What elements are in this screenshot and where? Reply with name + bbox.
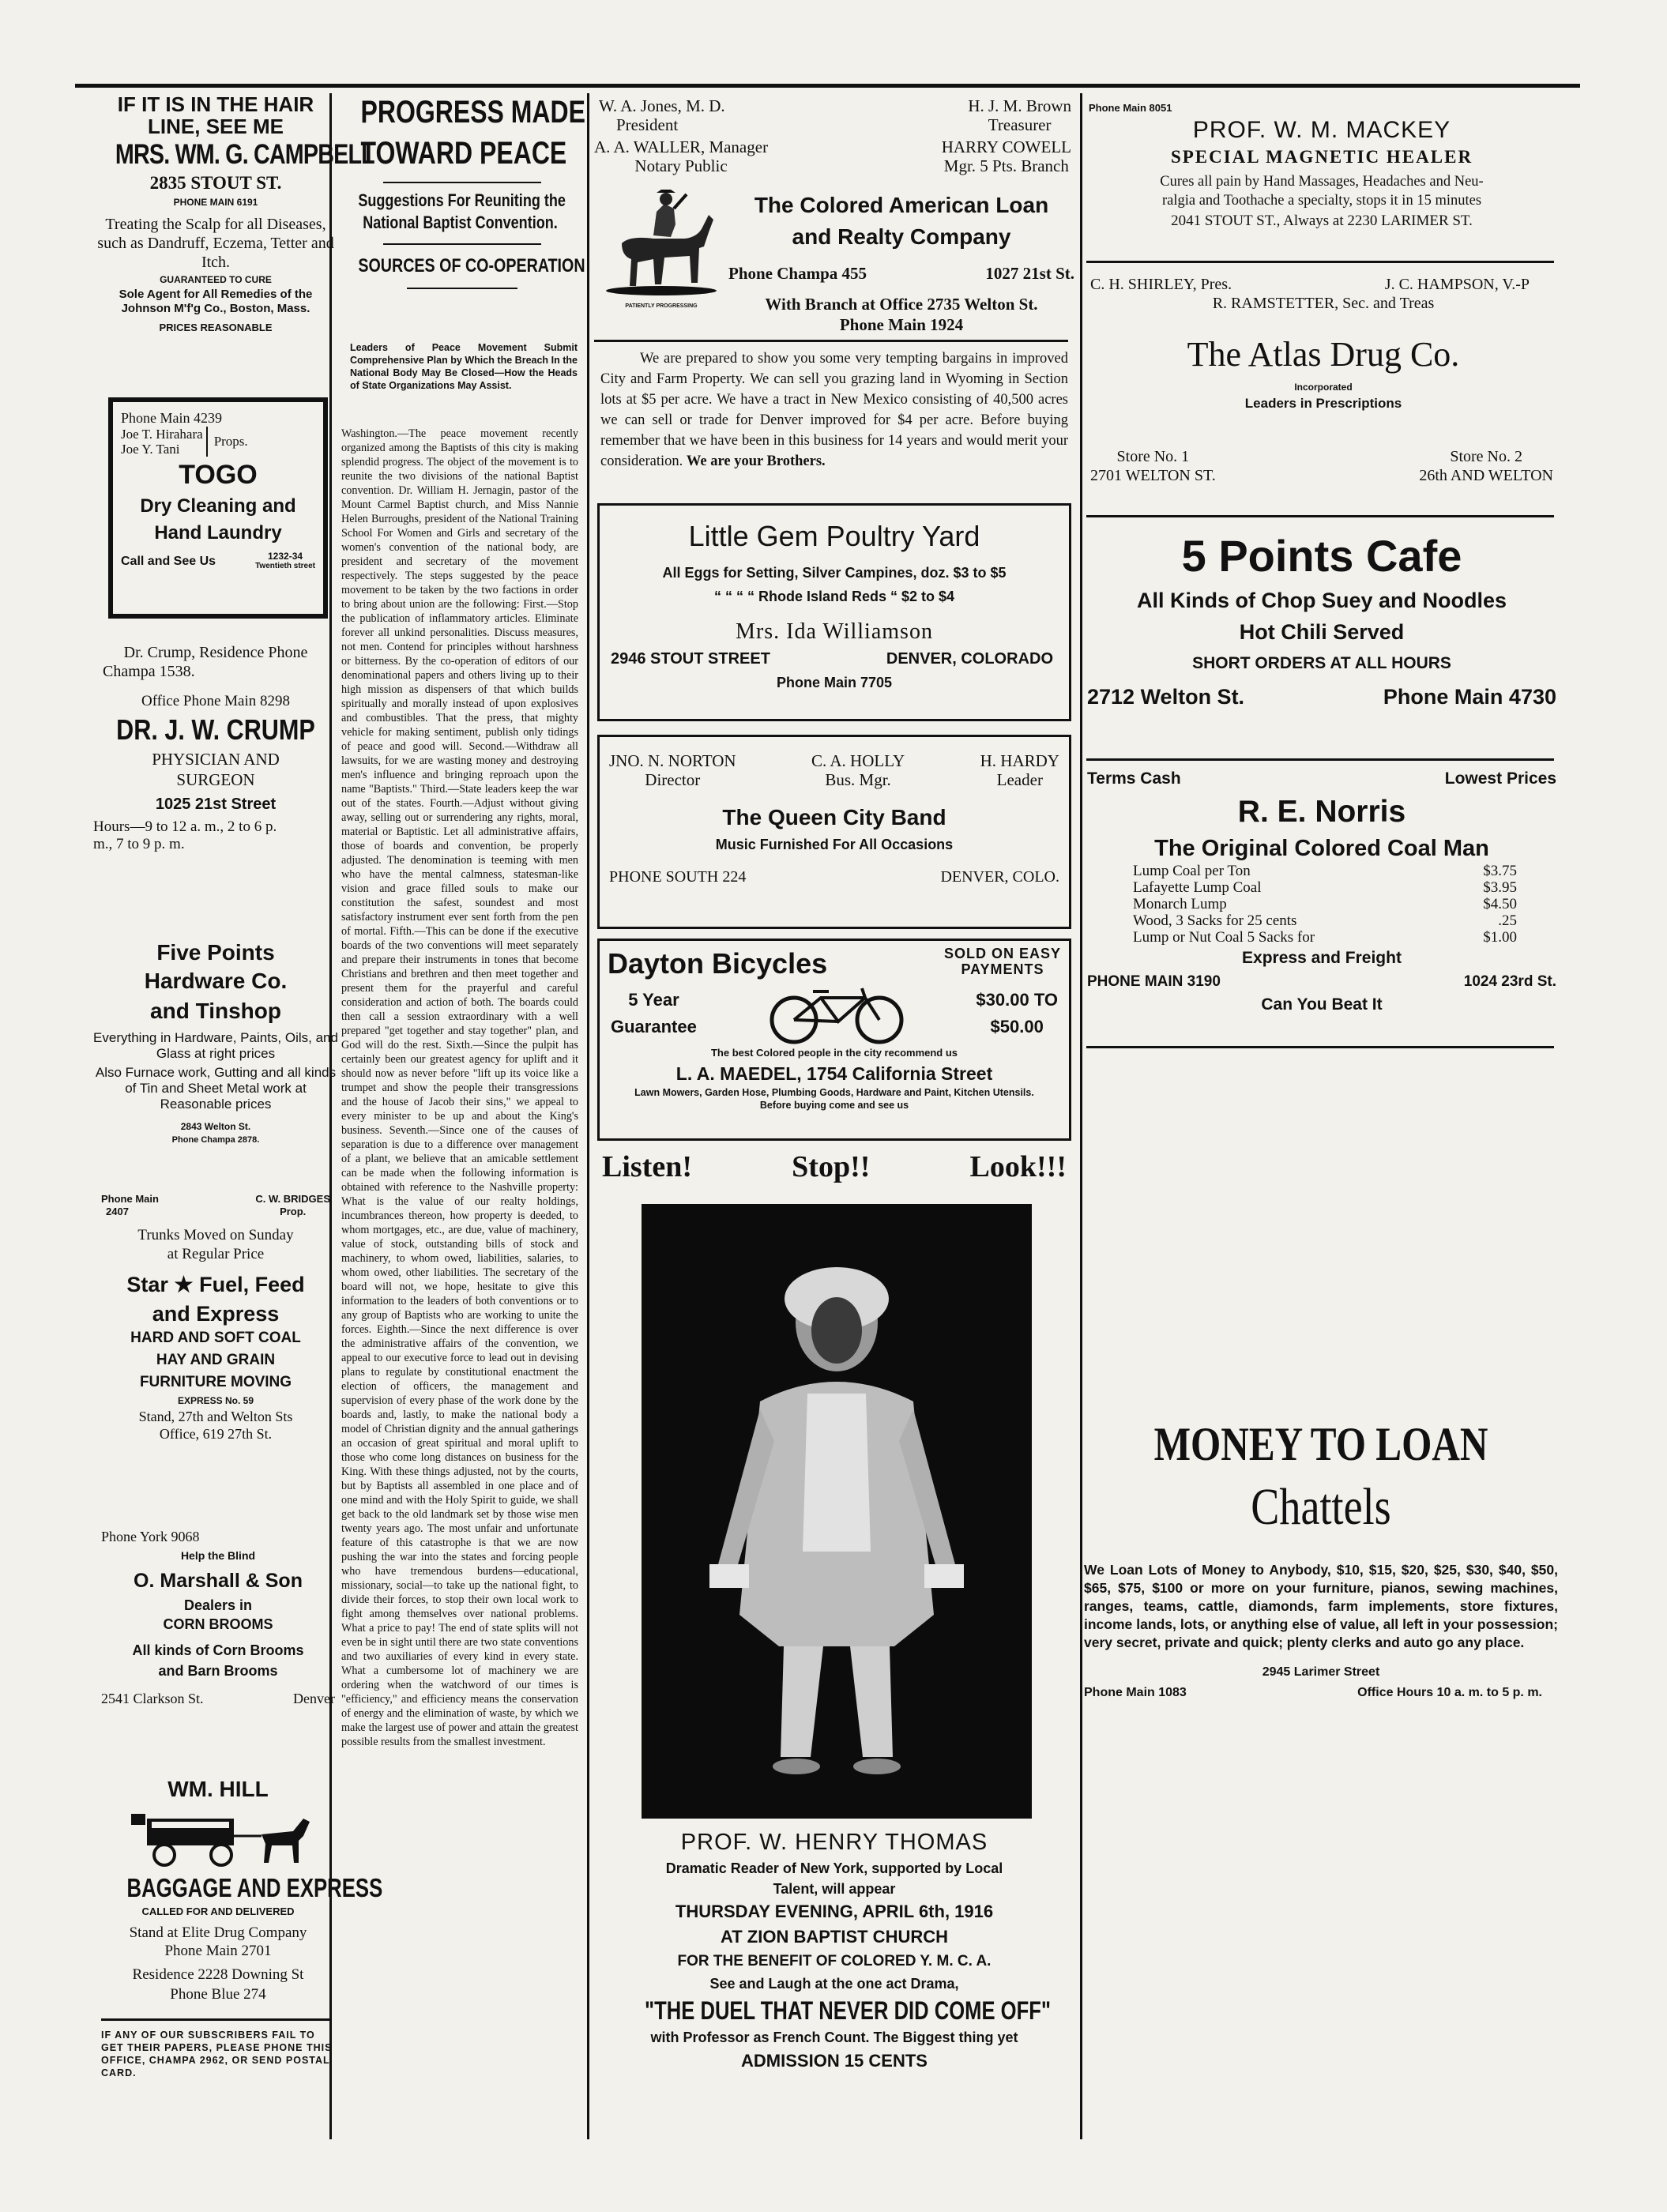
poultry-ad: [597, 503, 1071, 721]
norris-price-row: [1133, 863, 1517, 879]
dayton-name: Dayton Bicycles: [608, 947, 828, 980]
norris-lowest: Lowest Prices: [1444, 769, 1556, 788]
express-heading: and Express: [152, 1302, 280, 1326]
band-holly: C. A. HOLLY: [811, 751, 905, 770]
bridges-coal: HARD AND SOFT COAL: [130, 1330, 301, 1346]
atlas-store1-addr: 2701 WELTON ST.: [1090, 467, 1216, 484]
norris-item-price: $3.95: [1483, 879, 1517, 896]
loan-cowell: HARRY COWELL: [941, 137, 1071, 156]
thomas-look: Look!!!: [969, 1150, 1067, 1183]
norris-address: 1024 23rd St.: [1463, 973, 1556, 990]
loan-cowell-title: Mgr. 5 Pts. Branch: [943, 156, 1069, 175]
loan-company-ad: [594, 96, 1074, 472]
loan-phone: Phone Champa 455: [728, 264, 867, 283]
togo-phone: Phone Main 4239: [121, 410, 222, 426]
campbell-line1: IF IT IS IN THE HAIR: [117, 92, 314, 116]
poultry-address: 2946 STOUT STREET: [611, 650, 770, 668]
togo-call: Call and See Us: [121, 554, 216, 568]
money-ad: [1084, 1414, 1558, 1704]
bridges-name: C. W. BRIDGES: [255, 1193, 330, 1205]
crump-office: Office Phone Main 8298: [141, 693, 291, 709]
poultry-phone: Phone Main 7705: [776, 675, 893, 690]
togo-prop1: Joe T. Hirahara: [121, 427, 203, 442]
marshall-phone: Phone York 9068: [101, 1529, 200, 1544]
thomas-benefit: FOR THE BENEFIT OF COLORED Y. M. C. A.: [677, 1953, 992, 1969]
loan-address: 1027 21st St.: [985, 264, 1074, 283]
bridges-office: Office, 619 27th St.: [159, 1426, 273, 1442]
money-phone: Phone Main 1083: [1084, 1686, 1187, 1699]
column-rule-2: [587, 93, 589, 2139]
article-subhead3: SOURCES OF CO-OPERATION: [358, 255, 585, 276]
bridges-hay: HAY AND GRAIN: [156, 1352, 276, 1368]
campbell-name: MRS. WM. G. CAMPBELL: [115, 139, 374, 170]
marshall-address: 2541 Clarkson St.: [101, 1691, 204, 1706]
band-ad: [597, 735, 1071, 929]
norris-express: Express and Freight: [1242, 949, 1402, 967]
article-header: [336, 93, 585, 299]
poultry-line1: All Eggs for Setting, Silver Campines, doz. $3 to $5: [662, 565, 1007, 581]
atlas-leaders: Leaders in Prescriptions: [1244, 396, 1402, 411]
mackey-body2: ralgia and Toothache a specialty, stops it in 15 minutes: [1161, 193, 1482, 209]
article-rule2: [383, 243, 541, 245]
mackey-name: PROF. W. M. MACKEY: [1192, 117, 1451, 143]
dayton-year: 5 Year: [628, 990, 679, 1010]
marshall-city: Denver: [293, 1691, 335, 1706]
cafe-ad: [1087, 528, 1556, 714]
loan-body: We are prepared to show you some very tempting bargains in improved City and Farm Property. We can sell you grazing land in Wyoming in Section lots at $5 per acre. We have a tract in New Mexico consisting of 40,500 acres we can sell or trade for Denver improved for $4 per acre. Before buying remember that we have been in this business for 14 years and would merit your consideration.: [600, 351, 1068, 469]
bicycle-icon: [766, 982, 908, 1045]
loan-brown-title: Treasurer: [988, 115, 1052, 134]
article-subhead2: National Baptist Convention.: [363, 213, 558, 232]
thomas-stop: Stop!!: [792, 1150, 871, 1183]
article-deck: Leaders of Peace Movement Submit Comprehensive Plan by Which the Breach In the National Body May Be Closed—How the Heads of State Organizations May Assist.: [350, 342, 578, 391]
campbell-prices: PRICES REASONABLE: [159, 322, 273, 333]
norris-beat: Can You Beat It: [1261, 995, 1383, 1014]
atlas-rule: [1086, 515, 1554, 517]
atlas-store2-addr: 26th AND WELTON: [1419, 467, 1553, 484]
bridges-prop: Prop.: [280, 1206, 307, 1217]
marshall-ad: [101, 1528, 335, 1707]
crump-name: DR. J. W. CRUMP: [116, 713, 315, 746]
article-headline2: TOWARD PEACE: [360, 136, 567, 171]
band-sub: Music Furnished For All Occasions: [715, 837, 954, 852]
notice-rule: [101, 2018, 330, 2021]
atlas-incorporated: Incorporated: [1294, 382, 1353, 393]
hill-title: BAGGAGE AND EXPRESS: [126, 1873, 383, 1902]
loan-brothers: We are your Brothers.: [686, 453, 826, 469]
bridges-trunks1: Trunks Moved on Sunday: [137, 1227, 294, 1243]
crump-title2: SURGEON: [176, 770, 255, 789]
loan-waller: A. A. WALLER, Manager: [594, 137, 769, 156]
mackey-title: SPECIAL MAGNETIC HEALER: [1170, 147, 1473, 167]
togo-addr2: Twentieth street: [255, 562, 315, 570]
togo-line2: Hand Laundry: [154, 522, 282, 544]
campbell-agent: Sole Agent for All Remedies of the Johnson M'f'g Co., Boston, Mass.: [119, 288, 313, 315]
norris-item-name: Lump or Nut Coal 5 Sacks for: [1133, 929, 1315, 946]
thomas-desc1: Dramatic Reader of New York, supported by Local: [665, 1860, 1003, 1876]
norris-price-row: [1133, 929, 1517, 946]
poultry-name: Little Gem Poultry Yard: [688, 520, 980, 552]
hardware-ad: [93, 939, 338, 1146]
article-body: Washington.—The peace movement recently organized among the Baptists of this city is making splendid progress. The object of the movement is to reunite the two divisions of the national Baptist convention. Dr. William H. Jernagin, pastor of the Mount Carmel Baptist church, and Miss Nannie Helen Burroughs, president of the National Training School For Women and Girls and secretary of the women's convention of the national body, are president and secretary of the movement respectively. The steps suggested by the peace movement to be taken by the two factions in order to bring about union are the following: First.—Stop the publication of inflammatory articles. Eliminate forever all unkind personalities. Discuss measures, not men. Contend for principles without harshness or bitterness. By the co-operation of editors of our denominational papers and others living up to their high mission as dispensers of that which builds spiritually and morally instead of upon explosives and combustibles. That the press, that mighty vehicle for making sentiment, publish only tidings of peace and good will. Second.—Withdraw all lawsuits, for we are wasting money and destroying men's influence and bringing reproach upon the name "Baptists." Third.—State leaders keep the war out of the states. Fourth.—Adjust without giving away, selling out or surrendering any rights, moral, material or Baptistic. Let all administrative affairs, those of boards and convention, be properly adjusted. The denomination is teeming with men who have the mental calmness, statesman-like vision and grace filled souls to make our constitution the safest, soundest and most satisfactory instrument ever sent forth from the pen of mortal. Fifth.—This can be done if the executive boards of the two conventions will meet separately and prepare their instruments in tones that become Christians and brethren and then meet together and present them for the prayerful and careful consideration and action of both. The boards could then call a session extraordinary with a well prepared "get together and stay together" plan, and God will do the rest. Sixth.—Since the pulpit has certainly been our greatest agency for uplift and it should now as never before "lift up its voice like a trumpet and show the people their transgressions and the house of Jacob their sins," we appeal to every minister to be up and about the King's business. Seventh.—Since one of the causes of separation is due to a difference over management of a plant, we believe that an amicable settlement can be made when the following information is obtained with reference to the Nashville property: What is the value of our realty holdings, incumbrances thereon, how property is deeded, to whom mortgages, etc., are due, value of machinery, value of stock, outstanding bills of stock and machinery, to whom owed, liabilities, salaries, to whom owed, other liabilities. The secretary of the board will not, we hope, hesitate to give this information to the leaders of both conventions or to any group of Baptists who are working to unite the forces. Eighth.—Since the next difference is over the administrative affairs of the convention, we appeal to our executive force to lead out in devising plans to regulate by constitutional enactment the election of officers, the management and supervision of every phase of the work done by the boards and, lastly, to make the national body a model of Christian dignity and the annual gatherings an occasion of great spiritual and moral uplift to those who come long distances on business for the King. With these things adjusted, not by the courts, but by Baptists all assembled in one place and of one mind and with the Holy Spirit to guide, we shall get back to the old landmark set by those wise men twenty years ago. The most unfair and unfortunate feature of this catastrophe is that we are now pushing the war into the states and forcing people who have tremendous burdens—educational, missionary, social—to take up the national fight, to divide their forces, to stop their own local work to fight among themselves over national problems. What a price to pay! The end of state splits will not even be in sight until there are two state conventions and two auxiliaries of every kind in every state. What a cumbersome lot of machinery we are ordering when the watchword of our times is "efficiency," and efficiency means the conservation of energy and the elimination of waste, by which we make the largest use of power and attain the greatest possible results from the smallest investment.: [341, 427, 578, 1748]
norris-terms: Terms Cash: [1087, 769, 1181, 788]
cafe-rule: [1086, 758, 1554, 761]
campbell-body: Treating the Scalp for all Diseases, such as Dandruff, Eczema, Tetter and Itch.: [97, 216, 334, 271]
hill-phone: Phone Main 2701: [164, 1943, 272, 1959]
band-hardy: H. HARDY: [980, 751, 1059, 770]
norris-price-row: [1133, 896, 1517, 912]
dayton-price1: $30.00 TO: [976, 990, 1058, 1010]
togo-line1: Dry Cleaning and: [140, 495, 296, 517]
marshall-corn-brooms: CORN BROOMS: [163, 1616, 273, 1632]
hardware-line1: Five Points: [156, 940, 275, 965]
thomas-with: with Professor as French Count. The Biggest thing yet: [650, 2030, 1018, 2045]
column-rule-3: [1080, 93, 1082, 2139]
norris-price-row: [1133, 879, 1517, 896]
marshall-brooms1: All kinds of Corn Brooms: [132, 1642, 304, 1658]
norris-item-price: $4.50: [1483, 896, 1517, 912]
money-heading: MONEY TO LOAN: [1153, 1418, 1488, 1470]
hill-residence: Residence 2228 Downing St: [132, 1966, 304, 1983]
hardware-body1: Everything in Hardware, Paints, Oils, and Glass at right prices: [93, 1030, 338, 1061]
norris-rule: [1086, 1046, 1554, 1048]
loan-branch: With Branch at Office 2735 Welton St.: [765, 295, 1038, 314]
atlas-store1: Store No. 1: [1116, 448, 1190, 465]
campbell-line2: LINE, SEE ME: [148, 115, 284, 138]
togo-addr1: 1232-34: [268, 551, 303, 562]
mackey-phone: Phone Main 8051: [1089, 102, 1172, 114]
atlas-shirley: C. H. SHIRLEY, Pres.: [1090, 276, 1232, 293]
poultry-owner: Mrs. Ida Williamson: [736, 619, 933, 644]
hill-phone-blue: Phone Blue 274: [170, 1986, 266, 2003]
crump-title1: PHYSICIAN AND: [152, 750, 280, 769]
togo-ad: [108, 397, 328, 619]
poultry-line2: “ “ “ “ Rhode Island Reds “ $2 to $4: [713, 589, 955, 604]
campbell-ad: [93, 92, 374, 340]
loan-rule: [594, 340, 1068, 342]
thomas-play: "THE DUEL THAT NEVER DID COME OFF": [645, 1996, 1051, 2025]
atlas-ramstetter: R. RAMSTETTER, Sec. and Treas: [1212, 295, 1435, 312]
subscriber-notice: IF ANY OF OUR SUBSCRIBERS FAIL TO GET THEIR PAPERS, PLEASE PHONE THIS OFFICE, CHAMPA 2962, OR SEND POSTAL CARD.: [101, 2030, 333, 2078]
cafe-name: 5 Points Cafe: [1181, 531, 1462, 581]
atlas-store2: Store No. 2: [1450, 448, 1523, 465]
norris-item-name: Wood, 3 Sacks for 25 cents: [1133, 912, 1297, 929]
campbell-guarantee: GUARANTEED TO CURE: [160, 274, 272, 285]
norris-item-name: Monarch Lump: [1133, 896, 1227, 912]
loan-branch-phone: Phone Main 1924: [839, 315, 964, 334]
norris-price-row: [1133, 912, 1517, 929]
crump-hours2: m., 7 to 9 p. m.: [93, 836, 185, 852]
dayton-recommend: The best Colored people in the city recommend us: [710, 1047, 958, 1059]
marshall-help: Help the Blind: [180, 1549, 256, 1562]
donkey-rider-logo-icon: [598, 180, 724, 299]
loan-logo-caption: PATIENTLY PROGRESSING: [625, 303, 698, 309]
dayton-sold1: SOLD ON EASY: [943, 946, 1061, 961]
crump-line2: Champa 1538.: [103, 663, 195, 680]
cafe-line1: All Kinds of Chop Suey and Noodles: [1136, 589, 1507, 612]
atlas-hampson: J. C. HAMPSON, V.-P: [1384, 276, 1530, 293]
thomas-photo: [642, 1204, 1032, 1819]
band-city: DENVER, COLO.: [940, 868, 1059, 886]
hardware-line2: Hardware Co.: [144, 969, 288, 993]
dayton-price2: $50.00: [990, 1017, 1044, 1036]
loan-jones-title: President: [616, 115, 679, 134]
norris-price-list: [1087, 863, 1556, 946]
dayton-guarantee: Guarantee: [611, 1017, 697, 1036]
norris-ad: [1087, 768, 1556, 1017]
cafe-line2: Hot Chili Served: [1239, 620, 1405, 644]
dayton-address: L. A. MAEDEL, 1754 California Street: [675, 1063, 993, 1084]
hill-name: WM. HILL: [167, 1777, 269, 1801]
atlas-ad: [1090, 275, 1556, 485]
cafe-phone: Phone Main 4730: [1383, 685, 1556, 709]
bridges-trunks2: at Regular Price: [167, 1246, 265, 1262]
togo-props-label: Props.: [213, 434, 248, 449]
money-body: We Loan Lots of Money to Anybody, $10, $15, $20, $25, $30, $40, $50, $65, $75, $100 or more on your furniture, pianos, sewing machines, ranges, teams, cattle, diamonds, farm implements, store fixtures, income lands, lots, or anything else of value, all left in your possession; very secret, private and quick; plenty clerks and auto go any place.: [1084, 1562, 1558, 1650]
hardware-body2: Also Furnace work, Gutting and all kinds of Tin and Sheet Metal work at Reasonable prices: [95, 1065, 337, 1112]
mackey-ad: [1089, 101, 1555, 232]
bridges-ad: [101, 1193, 330, 1443]
loan-jones: W. A. Jones, M. D.: [599, 96, 725, 115]
bridges-phone2: 2407: [106, 1206, 129, 1217]
top-rule: [75, 84, 1580, 88]
band-name: The Queen City Band: [722, 805, 946, 830]
norris-item-price: $1.00: [1483, 929, 1517, 946]
article-headline1: PROGRESS MADE: [360, 95, 585, 130]
crump-line1: Dr. Crump, Residence Phone: [123, 644, 308, 661]
loan-brown: H. J. M. Brown: [968, 96, 1071, 115]
hardware-line3: and Tinshop: [150, 999, 281, 1023]
article-subhead1: Suggestions For Reuniting the: [358, 190, 566, 210]
thomas-desc2: Talent, will appear: [773, 1881, 896, 1897]
norris-item-price: $3.75: [1483, 863, 1517, 879]
marshall-dealers: Dealers in: [183, 1597, 253, 1613]
norris-title: The Original Colored Coal Man: [1154, 836, 1489, 861]
hill-ad: [101, 1774, 383, 2003]
article-rule1: [383, 182, 541, 183]
togo-prop2: Joe Y. Tani: [121, 442, 180, 457]
marshall-brooms2: and Barn Brooms: [158, 1663, 278, 1679]
thomas-ad: [597, 1147, 1071, 2071]
band-norton: JNO. N. NORTON: [609, 751, 736, 770]
costumed-man-photo: [642, 1204, 1032, 1819]
bridges-furniture: FURNITURE MOVING: [139, 1374, 292, 1390]
bridges-phone1: Phone Main: [101, 1193, 159, 1205]
money-chattels: Chattels: [1251, 1478, 1391, 1536]
thomas-name: PROF. W. HENRY THOMAS: [680, 1830, 988, 1855]
cafe-line3: SHORT ORDERS AT ALL HOURS: [1192, 654, 1451, 672]
money-hours: Office Hours 10 a. m. to 5 p. m.: [1357, 1686, 1542, 1699]
loan-name2: and Realty Company: [792, 224, 1011, 249]
crump-address: 1025 21st Street: [155, 796, 277, 813]
mackey-rule: [1086, 261, 1554, 263]
poultry-city: DENVER, COLORADO: [886, 650, 1053, 668]
band-holly-title: Bus. Mgr.: [825, 770, 891, 789]
norris-name: R. E. Norris: [1237, 795, 1406, 829]
bridges-express-no: EXPRESS No. 59: [177, 1395, 254, 1406]
money-address: 2945 Larimer Street: [1262, 1665, 1380, 1679]
wagon-horse-icon: [115, 1804, 321, 1868]
norris-phone: PHONE MAIN 3190: [1087, 973, 1221, 990]
band-hardy-title: Leader: [996, 770, 1043, 789]
thomas-date: THURSDAY EVENING, APRIL 6th, 1916: [675, 1902, 994, 1921]
hardware-address: 2843 Welton St.: [180, 1121, 251, 1132]
mackey-body3: 2041 STOUT ST., Always at 2230 LARIMER ST.: [1171, 213, 1473, 229]
bridges-stand: Stand, 27th and Welton Sts: [138, 1409, 293, 1424]
star-fuel-heading: Star ★ Fuel, Feed: [126, 1273, 305, 1296]
dayton-sold2: PAYMENTS: [961, 961, 1044, 977]
hardware-phone: Phone Champa 2878.: [171, 1135, 260, 1145]
band-phone: PHONE SOUTH 224: [609, 868, 747, 886]
norris-item-name: Lafayette Lump Coal: [1133, 879, 1262, 896]
atlas-name: The Atlas Drug Co.: [1187, 335, 1460, 374]
crump-ad: [93, 643, 338, 853]
hill-stand: Stand at Elite Drug Company: [129, 1924, 307, 1941]
dayton-goods: Lawn Mowers, Garden Hose, Plumbing Goods, Hardware and Paint, Kitchen Utensils. Before buying come and see us: [634, 1087, 1034, 1111]
mackey-body1: Cures all pain by Hand Massages, Headaches and Neu-: [1160, 174, 1484, 190]
marshall-name: O. Marshall & Son: [134, 1570, 303, 1592]
togo-name: TOGO: [179, 460, 258, 490]
thomas-admission: ADMISSION 15 CENTS: [741, 2051, 928, 2071]
loan-name1: The Colored American Loan: [754, 193, 1049, 217]
crump-hours1: Hours—9 to 12 a. m., 2 to 6 p.: [93, 818, 277, 835]
dayton-ad: [597, 939, 1071, 1141]
norris-item-name: Lump Coal per Ton: [1133, 863, 1251, 879]
thomas-place: AT ZION BAPTIST CHURCH: [720, 1927, 949, 1947]
article-rule3: [407, 288, 517, 289]
norris-item-price: .25: [1498, 912, 1517, 929]
cafe-address: 2712 Welton St.: [1087, 685, 1245, 709]
hill-sub: CALLED FOR AND DELIVERED: [141, 1905, 295, 1917]
campbell-address: 2835 STOUT ST.: [149, 173, 282, 193]
thomas-listen: Listen!: [602, 1150, 692, 1183]
campbell-phone: PHONE MAIN 6191: [173, 197, 258, 208]
band-norton-title: Director: [645, 770, 701, 789]
loan-waller-title: Notary Public: [634, 156, 728, 175]
thomas-see: See and Laugh at the one act Drama,: [709, 1976, 959, 1992]
